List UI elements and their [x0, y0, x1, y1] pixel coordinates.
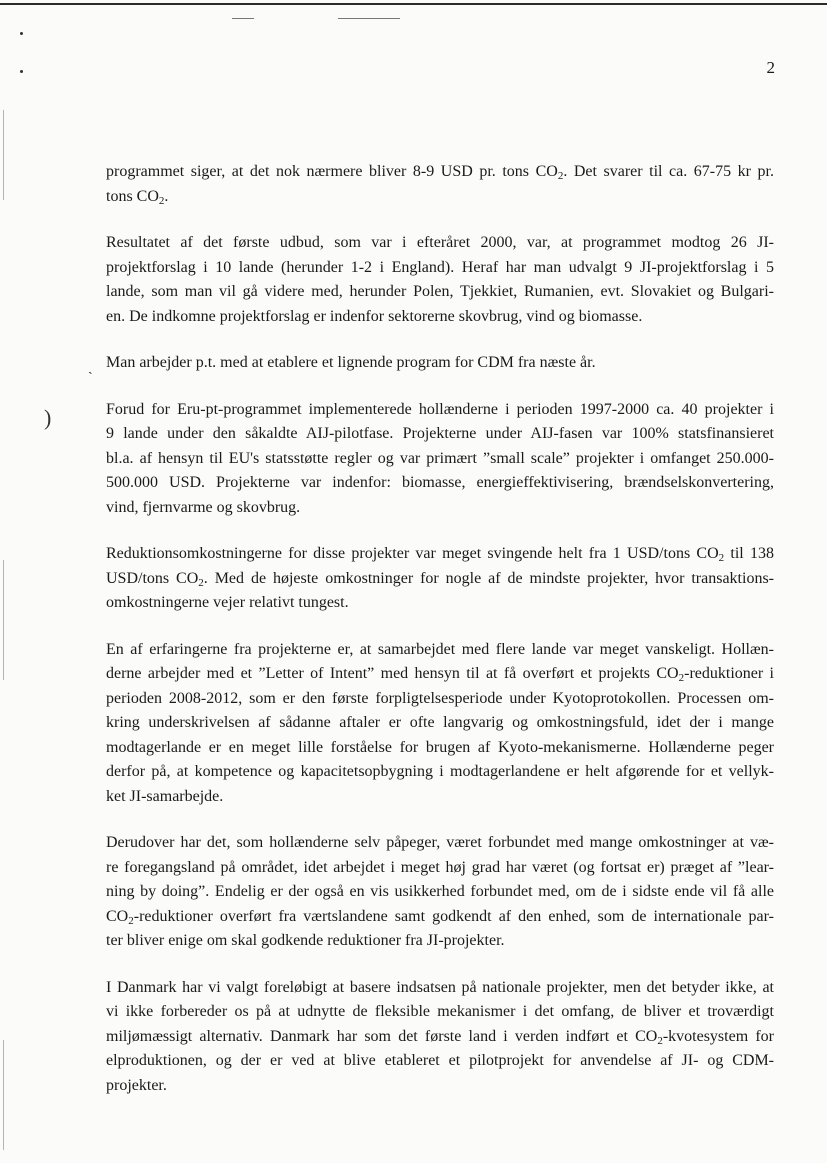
text-line: Reduktionsomkostningerne for disse projekter var meget svingende helt fra 1 USD/tons $CO_2$ til 138 — [106, 545, 774, 564]
text-line: $CO_2$-reduktioner overført fra værtslandene samt godkendt af den enhed, som de internationale par- — [106, 907, 774, 927]
scan-artifact-dash — [232, 18, 254, 19]
text-line: vind, fjernvarme og skovbrug. — [106, 498, 301, 516]
scan-margin-line — [3, 1040, 4, 1150]
subscript: 2 — [657, 1034, 663, 1047]
scan-top-edge-line — [0, 3, 827, 5]
paragraph — [106, 638, 774, 810]
paragraph — [106, 231, 774, 329]
text-line: 500.000 USD. Projekterne var indenfor: biomasse, energieffektivisering, brændselskonvertering, — [106, 474, 774, 491]
text-line: vi ikke forbereder os på at udnytte de fleksible mekanismer i det omfang, de bliver et troværdigt — [106, 1003, 774, 1020]
text-line: miljømæssigt alternativ. Danmark har som det første land i verden indført et $CO_2$-kvotesystem for — [106, 1027, 774, 1047]
text-line: Man arbejder p.t. med at etablere et lignende program for CDM fra næste år. — [106, 354, 596, 371]
text-line: projektforslag i 10 lande (herunder 1-2 i England). Heraf har man udvalgt 9 JI-projektforslag i 5 — [106, 258, 774, 276]
text-line: USD/tons $CO_2$. Med de højeste omkostninger for nogle af de mindste projekter, hvor transaktions- — [106, 569, 774, 589]
scan-margin-line — [3, 560, 4, 680]
text-line: Derudover har det, som hollænderne selv påpeger, været forbundet med mange omkostninger at væ- — [106, 834, 774, 851]
text-line: perioden 2008-2012, som er den første forpligtelsesperiode under Kyotoprotokollen. Processen om- — [106, 689, 774, 707]
text-line: en. De indkomne projektforslag er indenfor sektorerne skovbrug, vind og biomasse. — [106, 307, 643, 325]
page-number: 2 — [766, 58, 775, 77]
subscript: 2 — [678, 672, 685, 684]
text-line: derfor på, at kompetence og kapacitetsopbygning i modtagerlandene er helt afgørende for et vellyk- — [106, 763, 774, 780]
subscript: 2 — [158, 194, 165, 207]
scan-artifact-dash — [338, 18, 400, 19]
subscript: 2 — [718, 552, 725, 564]
bullet-mark: ˎ — [88, 360, 93, 375]
text-line: ter bliver enige om skal godkende reduktioner fra JI-projekter. — [106, 932, 505, 949]
subscript: 2 — [128, 914, 134, 927]
text-line: 9 lande under den såkaldte AIJ-pilotfase. Projekterne under AIJ-fasen var 100% statsfinansieret — [106, 425, 774, 442]
paragraph — [106, 351, 774, 376]
scan-speck — [20, 32, 23, 35]
text-line: ket JI-samarbejde. — [106, 787, 224, 805]
text-line: programmet siger, at det nok nærmere bliver 8-9 USD pr. tons $CO_2$. Det svarer til ca. 67-75 kr pr. — [106, 163, 775, 182]
text-line: elproduktionen, og der er ved at blive etableret et pilotprojekt for anvendelse af JI- og CDM- — [106, 1052, 774, 1069]
margin-bracket-mark: ) — [44, 405, 52, 430]
subscript: 2 — [557, 170, 564, 182]
paragraph — [106, 976, 774, 1099]
paragraph — [106, 398, 774, 521]
text-line: modtagerlande er en meget lille forståelse for brugen af Kyoto-mekanismerne. Hollænderne peger — [106, 738, 774, 756]
text-line: lande, som man vil gå videre med, herunder Polen, Tjekkiet, Rumanien, evt. Slovakiet og Bulgari- — [106, 283, 774, 300]
text-line: bl.a. af hensyn til EU's statsstøtte regler og var primært ”small scale” projekter i omfanget 250.000- — [106, 449, 774, 467]
text-line: ning by doing”. Endelig er der også en vis usikkerhed forbundet med, om de i sidste ende vil få alle — [106, 883, 774, 900]
text-line: Resultatet af det første udbud, som var i efteråret 2000, var, at programmet modtog 26 JI- — [106, 234, 774, 251]
scan-speck — [20, 70, 23, 73]
text-line: Forud for Eru-pt-programmet implementerede hollænderne i perioden 1997-2000 ca. 40 projekter i — [106, 400, 774, 418]
text-line: omkostningerne vejer relativt tungest. — [106, 594, 349, 611]
scan-margin-line — [3, 110, 4, 200]
text-line: En af erfaringerne fra projekterne er, at samarbejdet med flere lande var meget vanskeligt. Hollæn- — [106, 640, 774, 658]
subscript: 2 — [198, 576, 204, 589]
text-line: I Danmark har vi valgt foreløbigt at basere indsatsen på nationale projekter, men det betyder ikke, at — [106, 978, 774, 996]
text-line: tons $CO_2$. — [106, 187, 169, 207]
text-line: projekter. — [106, 1076, 167, 1094]
body-text — [106, 160, 774, 1120]
text-line: re foregangsland på området, idet arbejdet i meget høj grad har været (og fortsat er) præget af ”lear- — [106, 858, 774, 876]
paragraph — [106, 160, 774, 209]
text-line: derne arbejder med et ”Letter of Intent” med hensyn til at få overført et projekts $CO_2$-reduktioner i — [106, 665, 774, 684]
paragraph — [106, 831, 774, 954]
paragraph — [106, 542, 774, 616]
text-line: kring underskrivelsen af sådanne aftaler er ofte langvarig og omkostningsfuld, idet der i mange — [106, 714, 774, 731]
